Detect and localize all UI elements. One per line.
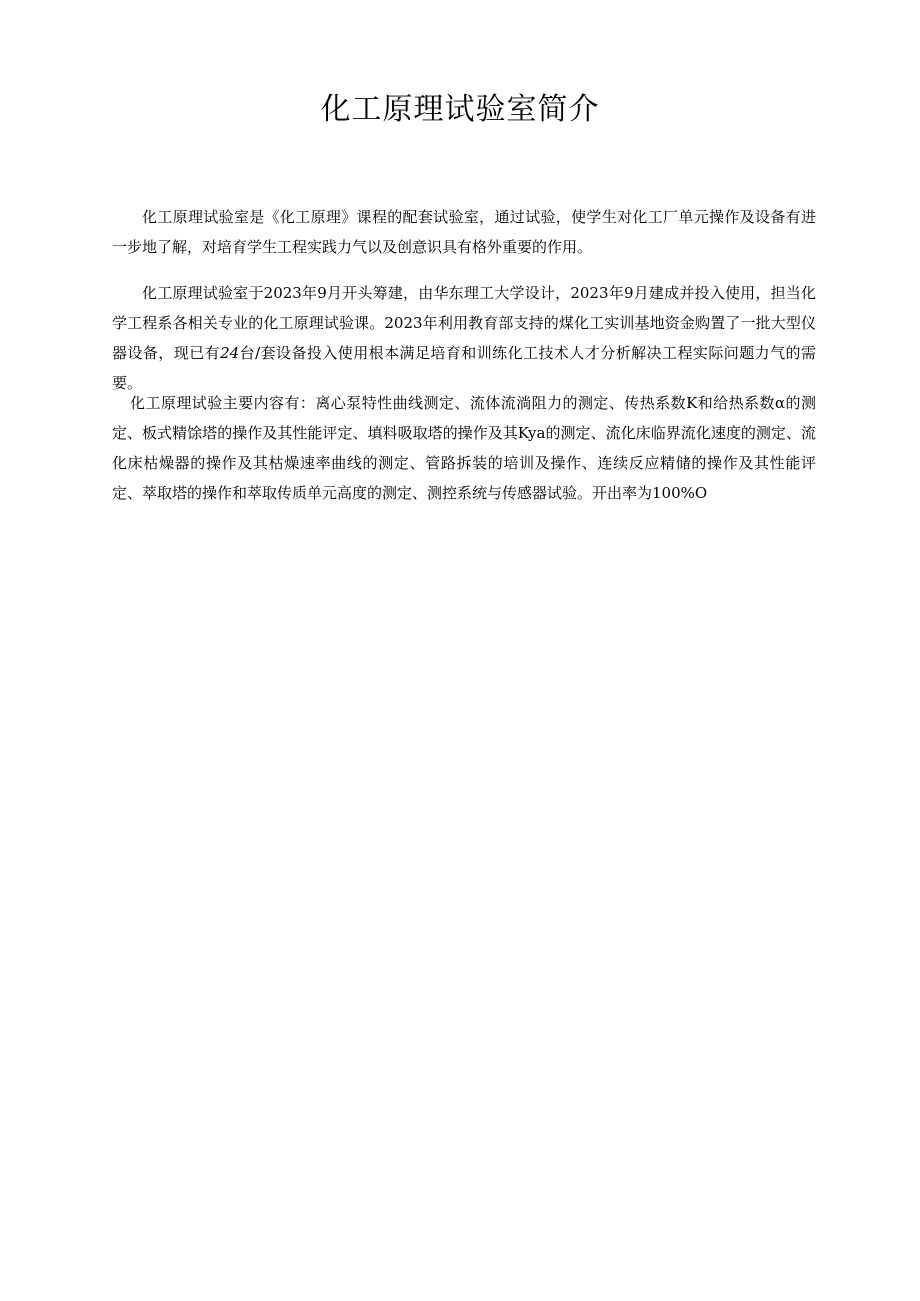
paragraph-experiments: 化工原理试验主要内容有：离心泵特性曲线测定、流体流淌阻力的测定、传热系数K和给热系数α的测定、板式精馀塔的操作及其性能评定、填料吸取塔的操作及其Kya的测定、流化床临界流化速度的测定、流化床枯燥器的操作及其枯燥速率曲线的测定、管路拆装的培训及操作、连续反应精储的操作及其性能评定、萃取塔的操作和萃取传质单元高度的测定、测控系统与传感器试验。开出率为100%O xyxy=(112,394,816,502)
paragraph-history-text-2: 台/套设备投入使用根本满足培育和训练化工技术人才分析解决工程实际问题力气的需要。 xyxy=(112,344,816,392)
paragraph-intro: 化工原理试验室是《化工原理》课程的配套试验室，通过试验，使学生对化工厂单元操作及设备有进一步地了解，对培育学生工程实践力气以及创意识具有格外重要的作用。 xyxy=(112,208,816,256)
page-title: 化工原理试验室简介 xyxy=(320,92,600,127)
paragraph-history xyxy=(112,278,816,398)
paragraph-history-text-1: 化工原理试验室于2023年9月开头筹建，由华东理工大学设计，2023年9月建成并投入使用，担当化学工程系各相关专业的化工原理试验课。2023年利用教育部支持的煤化工实训基地资金购置了一批大型仪器设备，现已有 xyxy=(112,284,816,362)
equipment-count: 24 xyxy=(220,344,240,362)
